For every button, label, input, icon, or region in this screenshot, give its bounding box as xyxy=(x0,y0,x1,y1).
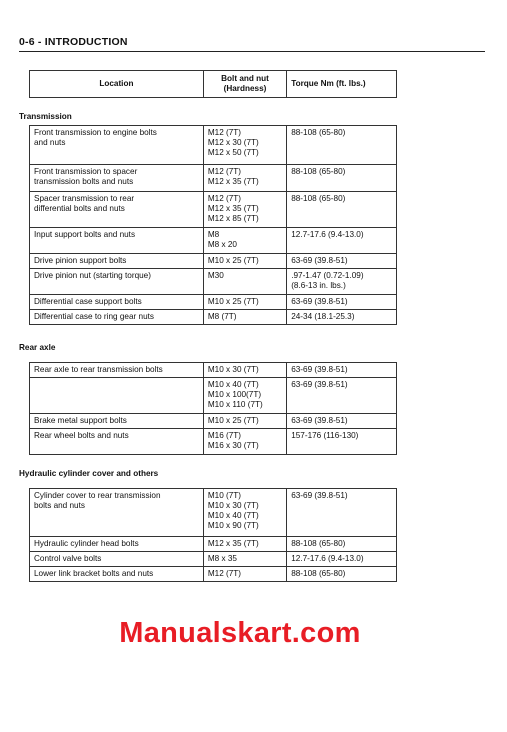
column-header-bolt: Bolt and nut (Hardness) xyxy=(203,71,286,98)
cell-bolt: M10 x 25 (7T) xyxy=(203,414,286,429)
cell-torque: 63-69 (39.8-51) xyxy=(287,489,397,537)
table-row xyxy=(30,429,397,455)
column-header-table xyxy=(29,70,397,98)
table-row xyxy=(30,363,397,378)
cell-location: Differential case support bolts xyxy=(30,295,204,310)
table-row xyxy=(30,295,397,310)
cell-bolt: M30 xyxy=(203,269,286,295)
table-row xyxy=(30,567,397,582)
cell-location: Front transmission to engine bolts and nuts xyxy=(30,126,204,165)
cell-torque: 63-69 (39.8-51) xyxy=(287,254,397,269)
cell-torque: 88-108 (65-80) xyxy=(287,567,397,582)
cell-location: Drive pinion support bolts xyxy=(30,254,204,269)
cell-location: Rear axle to rear transmission bolts xyxy=(30,363,204,378)
table-row xyxy=(30,269,397,295)
cell-bolt: M12 (7T) M12 x 30 (7T) M12 x 50 (7T) xyxy=(203,126,286,165)
table-row xyxy=(30,165,397,192)
table-row xyxy=(30,537,397,552)
cell-location: Differential case to ring gear nuts xyxy=(30,310,204,325)
cell-bolt: M12 (7T) xyxy=(203,567,286,582)
cell-location: Cylinder cover to rear transmission bolts and nuts xyxy=(30,489,204,537)
cell-torque: 88-108 (65-80) xyxy=(287,126,397,165)
cell-torque: 88-108 (65-80) xyxy=(287,537,397,552)
cell-bolt: M12 (7T) M12 x 35 (7T) xyxy=(203,165,286,192)
torque-table-rear-axle xyxy=(29,362,397,455)
cell-torque: .97-1.47 (0.72-1.09) (8.6-13 in. lbs.) xyxy=(287,269,397,295)
torque-table-transmission xyxy=(29,125,397,325)
cell-torque: 88-108 (65-80) xyxy=(287,192,397,228)
cell-location xyxy=(30,378,204,414)
cell-location: Control valve bolts xyxy=(30,552,204,567)
cell-location: Rear wheel bolts and nuts xyxy=(30,429,204,455)
cell-bolt: M8 (7T) xyxy=(203,310,286,325)
cell-torque: 88-108 (65-80) xyxy=(287,165,397,192)
table-row xyxy=(30,192,397,228)
table-row xyxy=(30,552,397,567)
cell-bolt: M10 x 25 (7T) xyxy=(203,295,286,310)
torque-table-hydraulic xyxy=(29,488,397,582)
column-header-torque: Torque Nm (ft. lbs.) xyxy=(287,71,397,98)
table-row xyxy=(30,126,397,165)
cell-torque: 12.7-17.6 (9.4-13.0) xyxy=(287,552,397,567)
cell-location: Lower link bracket bolts and nuts xyxy=(30,567,204,582)
table-row xyxy=(30,310,397,325)
cell-location: Front transmission to spacer transmission bolts and nuts xyxy=(30,165,204,192)
table-row xyxy=(30,228,397,254)
table-row xyxy=(30,489,397,537)
cell-torque: 63-69 (39.8-51) xyxy=(287,378,397,414)
watermark-text: Manualskart.com xyxy=(119,617,361,649)
cell-torque: 12.7-17.6 (9.4-13.0) xyxy=(287,228,397,254)
cell-bolt: M10 x 25 (7T) xyxy=(203,254,286,269)
cell-torque: 24-34 (18.1-25.3) xyxy=(287,310,397,325)
cell-bolt: M10 x 30 (7T) xyxy=(203,363,286,378)
cell-bolt: M16 (7T) M16 x 30 (7T) xyxy=(203,429,286,455)
section-title-hydraulic: Hydraulic cylinder cover and others xyxy=(19,469,159,478)
cell-bolt: M8 M8 x 20 xyxy=(203,228,286,254)
cell-torque: 63-69 (39.8-51) xyxy=(287,363,397,378)
header-divider xyxy=(19,51,485,52)
column-header-row xyxy=(30,71,397,98)
column-header-location: Location xyxy=(30,71,204,98)
cell-bolt: M10 (7T) M10 x 30 (7T) M10 x 40 (7T) M10 x 90 (7T) xyxy=(203,489,286,537)
table-row xyxy=(30,414,397,429)
cell-bolt: M12 x 35 (7T) xyxy=(203,537,286,552)
table-row xyxy=(30,254,397,269)
cell-bolt: M12 (7T) M12 x 35 (7T) M12 x 85 (7T) xyxy=(203,192,286,228)
cell-bolt: M8 x 35 xyxy=(203,552,286,567)
cell-torque: 63-69 (39.8-51) xyxy=(287,414,397,429)
cell-torque: 63-69 (39.8-51) xyxy=(287,295,397,310)
cell-bolt: M10 x 40 (7T) M10 x 100(7T) M10 x 110 (7T) xyxy=(203,378,286,414)
cell-torque: 157-176 (116-130) xyxy=(287,429,397,455)
cell-location: Brake metal support bolts xyxy=(30,414,204,429)
table-row xyxy=(30,378,397,414)
page-title: 0-6 - INTRODUCTION xyxy=(19,36,128,48)
cell-location: Drive pinion nut (starting torque) xyxy=(30,269,204,295)
cell-location: Input support bolts and nuts xyxy=(30,228,204,254)
section-title-transmission: Transmission xyxy=(19,112,72,121)
cell-location: Hydraulic cylinder head bolts xyxy=(30,537,204,552)
cell-location: Spacer transmission to rear differential bolts and nuts xyxy=(30,192,204,228)
section-title-rear-axle: Rear axle xyxy=(19,343,56,352)
